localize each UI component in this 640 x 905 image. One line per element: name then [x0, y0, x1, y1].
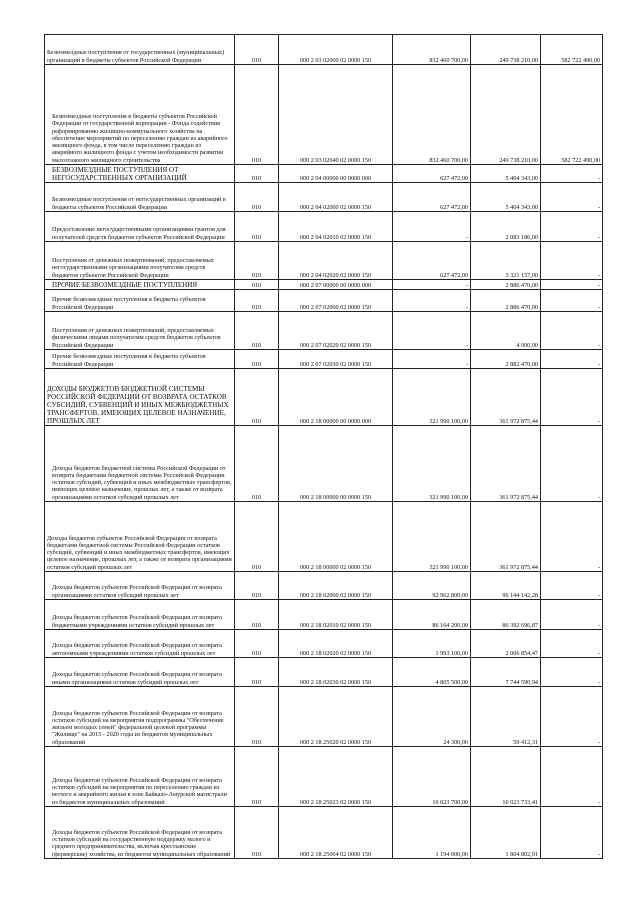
row-executed: 249 738 210,00: [471, 65, 541, 165]
row-income-code: 000 2 04 02000 02 0000 150: [279, 183, 393, 212]
table-row: [45, 747, 603, 807]
row-name: Доходы бюджетов субъектов Российской Федерации от возврата бюджетными учреждениями остатков субсидий прошлых лет: [45, 600, 235, 630]
table-row: [45, 165, 603, 183]
row-name: Безвозмездные поступления от негосударственных организаций в бюджеты субъектов Российской Федерации: [45, 183, 235, 212]
row-income-code: 000 2 18 02000 02 0000 150: [279, 572, 393, 600]
row-line-code: 010: [235, 35, 279, 65]
row-line-code: 010: [235, 212, 279, 242]
row-line-code: 010: [235, 280, 279, 290]
row-approved: -: [393, 290, 471, 312]
row-line-code: 010: [235, 369, 279, 426]
row-line-code: 010: [235, 747, 279, 807]
row-name: ДОХОДЫ БЮДЖЕТОВ БЮДЖЕТНОЙ СИСТЕМЫ РОССИЙСКОЙ ФЕДЕРАЦИИ ОТ ВОЗВРАТА ОСТАТКОВ СУБСИДИЙ, СУБВЕНЦИЙ И ИНЫХ МЕЖБЮДЖЕТНЫХ ТРАНСФЕРТОВ, ИМЕЮЩИХ ЦЕЛЕВОЕ НАЗНАЧЕНИЕ, ПРОШЛЫХ ЛЕТ: [45, 369, 235, 426]
row-executed: 249 738 210,00: [471, 35, 541, 65]
row-approved: 1 993 100,00: [393, 630, 471, 658]
row-unexecuted: -: [541, 369, 603, 426]
row-name: Доходы бюджетов субъектов Российской Федерации от возврата бюджетами бюджетной системы Российской Федерации остатков субсидий, субвенций и иных межбюджетных трансфертов, имеющих целевое назначение, прошлых лет, а также от возврата организациями остатков субсидий прошлых лет: [45, 502, 235, 572]
row-approved: 321 990 100,00: [393, 369, 471, 426]
table-row: [45, 658, 603, 687]
row-name: БЕЗВОЗМЕЗДНЫЕ ПОСТУПЛЕНИЯ ОТ НЕГОСУДАРСТВЕННЫХ ОРГАНИЗАЦИЙ: [45, 165, 235, 183]
row-name: Предоставление негосударственными организациями грантов для получателей средств бюджетов субъектов Российской Федерации: [45, 212, 235, 242]
row-income-code: 000 2 18 00000 00 0000 000: [279, 369, 393, 426]
row-line-code: 010: [235, 572, 279, 600]
row-executed: 2 882 470,00: [471, 350, 541, 369]
row-unexecuted: -: [541, 242, 603, 280]
row-income-code: 000 2 03 02000 02 0000 150: [279, 35, 393, 65]
table-row: [45, 426, 603, 502]
row-unexecuted: -: [541, 658, 603, 687]
row-income-code: 000 2 04 00000 00 0000 000: [279, 165, 393, 183]
table-row: [45, 183, 603, 212]
row-executed: 5 404 343,00: [471, 183, 541, 212]
row-name: Доходы бюджетов субъектов Российской Федерации от возврата остатков субсидий на мероприятия подпрограммы "Обеспечение жильем молодых семей" федеральной целевой программы "Жилище" на 2015 - 2020 годы из бюджетов муниципальных образований: [45, 687, 235, 747]
row-executed: 2 006 854,47: [471, 630, 541, 658]
row-line-code: 010: [235, 242, 279, 280]
row-line-code: 010: [235, 600, 279, 630]
row-unexecuted: 582 722 490,00: [541, 35, 603, 65]
row-approved: 321 990 100,00: [393, 426, 471, 502]
row-unexecuted: -: [541, 290, 603, 312]
row-approved: -: [393, 312, 471, 350]
row-executed: 3 321 157,00: [471, 242, 541, 280]
row-income-code: 000 2 18 00000 02 0000 150: [279, 502, 393, 572]
row-name: Поступления от денежных пожертвований, предоставляемых негосударственными организациями получателям средств бюджетов субъектов Российской Федерации: [45, 242, 235, 280]
row-line-code: 010: [235, 658, 279, 687]
row-approved: 627 472,00: [393, 165, 471, 183]
row-executed: 96 144 142,28: [471, 572, 541, 600]
row-line-code: 010: [235, 312, 279, 350]
row-approved: -: [393, 280, 471, 290]
row-executed: 7 744 590,94: [471, 658, 541, 687]
row-name: Безвозмездные поступления от государственных (муниципальных) организаций в бюджеты субъектов Российской Федерации: [45, 35, 235, 65]
row-executed: 4 000,00: [471, 312, 541, 350]
report-sheet: [44, 34, 602, 859]
row-name: Доходы бюджетов субъектов Российской Федерации от возврата автономными учреждениями остатков субсидий прошлых лет: [45, 630, 235, 658]
row-name: Прочие безвозмездные поступления в бюджеты субъектов Российской Федерации: [45, 350, 235, 369]
row-executed: 59 412,31: [471, 687, 541, 747]
table-row: [45, 35, 603, 65]
row-income-code: 000 2 18 25064 02 0000 150: [279, 807, 393, 859]
row-executed: 361 972 875,44: [471, 426, 541, 502]
row-name: Доходы бюджетов субъектов Российской Федерации от возврата остатков субсидий на мероприятия по переселению граждан из ветхого и аварийного жилья в зоне Байкало-Амурской магистрали из бюджетов муниципальных образований: [45, 747, 235, 807]
row-unexecuted: -: [541, 630, 603, 658]
row-unexecuted: -: [541, 280, 603, 290]
table-row: [45, 502, 603, 572]
row-unexecuted: -: [541, 312, 603, 350]
row-line-code: 010: [235, 426, 279, 502]
table-row: [45, 630, 603, 658]
row-line-code: 010: [235, 687, 279, 747]
row-line-code: 010: [235, 807, 279, 859]
row-approved: 627 472,00: [393, 242, 471, 280]
row-unexecuted: -: [541, 572, 603, 600]
row-approved: 10 023 700,00: [393, 747, 471, 807]
row-line-code: 010: [235, 165, 279, 183]
row-approved: -: [393, 212, 471, 242]
table-row: [45, 65, 603, 165]
row-name: Доходы бюджетов субъектов Российской Федерации от возврата остатков субсидий на государственную поддержку малого и среднего предпринимательства, включая крестьянские (фермерские) хозяйства, из бюджетов муниципальных образований: [45, 807, 235, 859]
row-unexecuted: -: [541, 687, 603, 747]
row-approved: 1 194 000,00: [393, 807, 471, 859]
row-executed: 2 083 186,00: [471, 212, 541, 242]
row-executed: 1 804 802,91: [471, 807, 541, 859]
table-row: [45, 807, 603, 859]
row-line-code: 010: [235, 183, 279, 212]
table-row: [45, 687, 603, 747]
row-approved: 24 300,00: [393, 687, 471, 747]
row-line-code: 010: [235, 502, 279, 572]
table-row: [45, 290, 603, 312]
table-row: [45, 600, 603, 630]
row-income-code: 000 2 18 00000 00 0000 150: [279, 426, 393, 502]
row-unexecuted: -: [541, 183, 603, 212]
row-unexecuted: -: [541, 165, 603, 183]
table-row: [45, 350, 603, 369]
table-row: [45, 572, 603, 600]
table-row: [45, 280, 603, 290]
row-line-code: 010: [235, 290, 279, 312]
row-approved: -: [393, 350, 471, 369]
row-unexecuted: 582 722 490,00: [541, 65, 603, 165]
row-income-code: 000 2 03 02040 02 0000 150: [279, 65, 393, 165]
table-row: [45, 212, 603, 242]
row-name: ПРОЧИЕ БЕЗВОЗМЕЗДНЫЕ ПОСТУПЛЕНИЯ: [45, 280, 235, 290]
row-income-code: 000 2 04 02020 02 0000 150: [279, 242, 393, 280]
row-approved: 92 962 800,00: [393, 572, 471, 600]
row-executed: 2 886 470,00: [471, 280, 541, 290]
row-income-code: 000 2 04 02010 02 0000 150: [279, 212, 393, 242]
row-income-code: 000 2 07 02000 02 0000 150: [279, 290, 393, 312]
row-executed: 10 023 733,41: [471, 747, 541, 807]
row-line-code: 010: [235, 350, 279, 369]
row-line-code: 010: [235, 630, 279, 658]
row-name: Прочие безвозмездные поступления в бюджеты субъектов Российской Федерации: [45, 290, 235, 312]
table-row: [45, 242, 603, 280]
row-name: Доходы бюджетов субъектов Российской Федерации от возврата организациями остатков субсидий прошлых лет: [45, 572, 235, 600]
row-approved: 832 460 700,00: [393, 65, 471, 165]
row-unexecuted: -: [541, 600, 603, 630]
row-income-code: 000 2 07 02030 02 0000 150: [279, 350, 393, 369]
row-income-code: 000 2 18 02010 02 0000 150: [279, 600, 393, 630]
row-name: Доходы бюджетов субъектов Российской Федерации от возврата иными организациями остатков субсидий прошлых лет: [45, 658, 235, 687]
row-executed: 361 972 875,44: [471, 502, 541, 572]
row-name: Поступления от денежных пожертвований, предоставляемых физическими лицами получателям средств бюджетов субъектов Российской Федерации: [45, 312, 235, 350]
row-executed: 2 886 470,00: [471, 290, 541, 312]
row-unexecuted: -: [541, 426, 603, 502]
row-name: Доходы бюджетов бюджетной системы Российской Федерации от возврата бюджетами бюджетной системы Российской Федерации остатков субсидий, субвенций и иных межбюджетных трансфертов, имеющих целевое назначение, прошлых лет, а также от возврата организациями остатков субсидий прошлых лет: [45, 426, 235, 502]
row-executed: 361 972 875,44: [471, 369, 541, 426]
row-unexecuted: -: [541, 212, 603, 242]
table-row: [45, 312, 603, 350]
row-approved: 86 164 200,00: [393, 600, 471, 630]
row-name: Безвозмездные поступления в бюджеты субъектов Российской Федерации от государственной корпорации - Фонда содействия реформированию жилищно-коммунального хозяйства на обеспечение мероприятий по переселению граждан из аварийного жилищного фонда, в том числе переселению граждан из аварийного жилищного фонда с учетом необходимости развития малоэтажного жилищного строительства: [45, 65, 235, 165]
row-income-code: 000 2 18 25023 02 0000 150: [279, 747, 393, 807]
row-approved: 832 460 700,00: [393, 35, 471, 65]
row-unexecuted: -: [541, 502, 603, 572]
row-income-code: 000 2 07 00000 00 0000 000: [279, 280, 393, 290]
row-income-code: 000 2 18 02030 02 0000 150: [279, 658, 393, 687]
row-approved: 321 990 100,00: [393, 502, 471, 572]
row-executed: 86 392 696,87: [471, 600, 541, 630]
row-unexecuted: -: [541, 807, 603, 859]
row-income-code: 000 2 07 02020 02 0000 150: [279, 312, 393, 350]
row-income-code: 000 2 18 02020 02 0000 150: [279, 630, 393, 658]
row-unexecuted: -: [541, 350, 603, 369]
row-executed: 5 404 343,00: [471, 165, 541, 183]
row-approved: 4 805 500,00: [393, 658, 471, 687]
row-approved: 627 472,00: [393, 183, 471, 212]
row-income-code: 000 2 18 25020 02 0000 150: [279, 687, 393, 747]
row-unexecuted: -: [541, 747, 603, 807]
revenue-table: [44, 34, 603, 859]
row-line-code: 010: [235, 65, 279, 165]
table-row: [45, 369, 603, 426]
